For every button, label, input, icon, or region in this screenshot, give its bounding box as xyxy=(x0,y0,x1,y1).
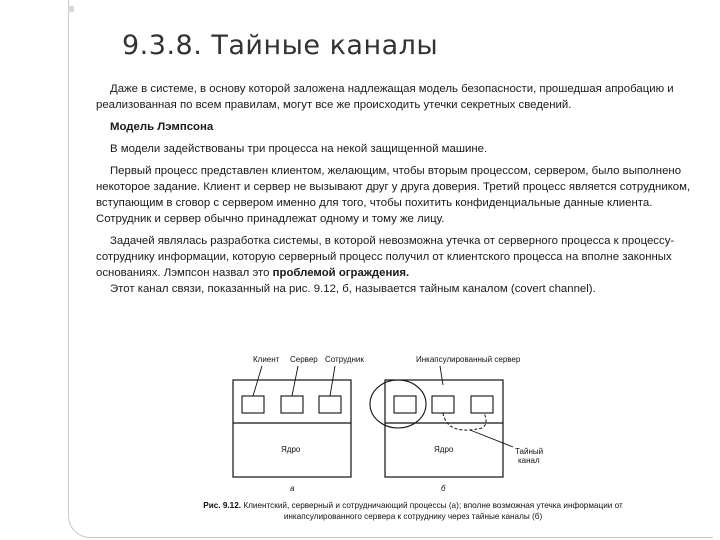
colleague-process-box-b xyxy=(471,396,493,413)
figure-caption xyxy=(198,500,628,522)
label-client: Клиент xyxy=(253,355,280,364)
caption-text: Клиентский, серверный и сотрудничающий процессы (а); вполне возможная утечка информации от инкапсулированного сервера к сотруднику через тайные каналы (б) xyxy=(241,501,623,521)
sub-label-a: а xyxy=(290,484,295,493)
covert-channel-pointer xyxy=(470,430,513,447)
server-process-box xyxy=(281,396,303,413)
server-process-box-b xyxy=(432,396,454,413)
colleague-pointer xyxy=(330,366,335,396)
label-covert-line2: канал xyxy=(518,456,540,465)
label-server: Сервер xyxy=(290,355,318,364)
paragraph-intro: Даже в системе, в основу которой заложена надлежащая модель безопасности, прошедшая апробацию и реализованная по всем правилам, могут все же происходить утечки секретных сведений. xyxy=(96,83,674,111)
client-pointer xyxy=(253,366,262,396)
paragraph-roles: Первый процесс представлен клиентом, желающим, чтобы вторым процессом, сервером, было выполнено некоторое задание. Клиент и сервер не вызывают друг у друга доверия. Третий процесс является сотрудником, вступающим в сговор с сервером именно для того, чтобы похитить конфиденциальные данные клиента. Сотрудник и сервер обычно принадлежат одному и тому же лицу. xyxy=(96,165,691,225)
confinement-term: проблемой ограждения. xyxy=(272,267,410,279)
diagram-a xyxy=(233,355,364,493)
encapsulation-ellipse xyxy=(370,380,426,428)
paragraph-covert-channel: Этот канал связи, показанный на рис. 9.12, б, называется тайным каналом (covert channel). xyxy=(110,283,596,295)
label-colleague: Сотрудник xyxy=(325,355,364,364)
paragraph-processes: В модели задействованы три процесса на некой защищенной машине. xyxy=(110,143,488,155)
covert-channel-path xyxy=(443,413,486,430)
machine-box-b xyxy=(385,380,503,477)
client-process-box xyxy=(242,396,264,413)
label-encapsulated-server: Инкапсулированный сервер xyxy=(416,355,521,364)
slide-title: 9.3.8. Тайные каналы xyxy=(122,30,439,61)
server-pointer xyxy=(292,366,298,396)
task-text: Задачей являлась разработка системы, в которой невозможна утечка от серверного процесса к процессу-сотруднику информации, которую серверный процесс получил от клиентского процесса на вполне законных основаниях. Лэмпсон назвал это xyxy=(96,235,675,279)
label-covert-line1: Тайный xyxy=(515,447,544,456)
diagram-b xyxy=(370,355,543,493)
client-process-box-b xyxy=(394,396,416,413)
figure-number: Рис. 9.12. xyxy=(203,501,242,510)
label-kernel-b: Ядро xyxy=(434,445,454,454)
colleague-process-box xyxy=(319,396,341,413)
label-kernel-a: Ядро xyxy=(281,445,301,454)
sub-label-b: б xyxy=(441,484,446,493)
section-heading-lampson: Модель Лэмпсона xyxy=(110,121,214,133)
encapsulated-pointer xyxy=(440,366,443,385)
